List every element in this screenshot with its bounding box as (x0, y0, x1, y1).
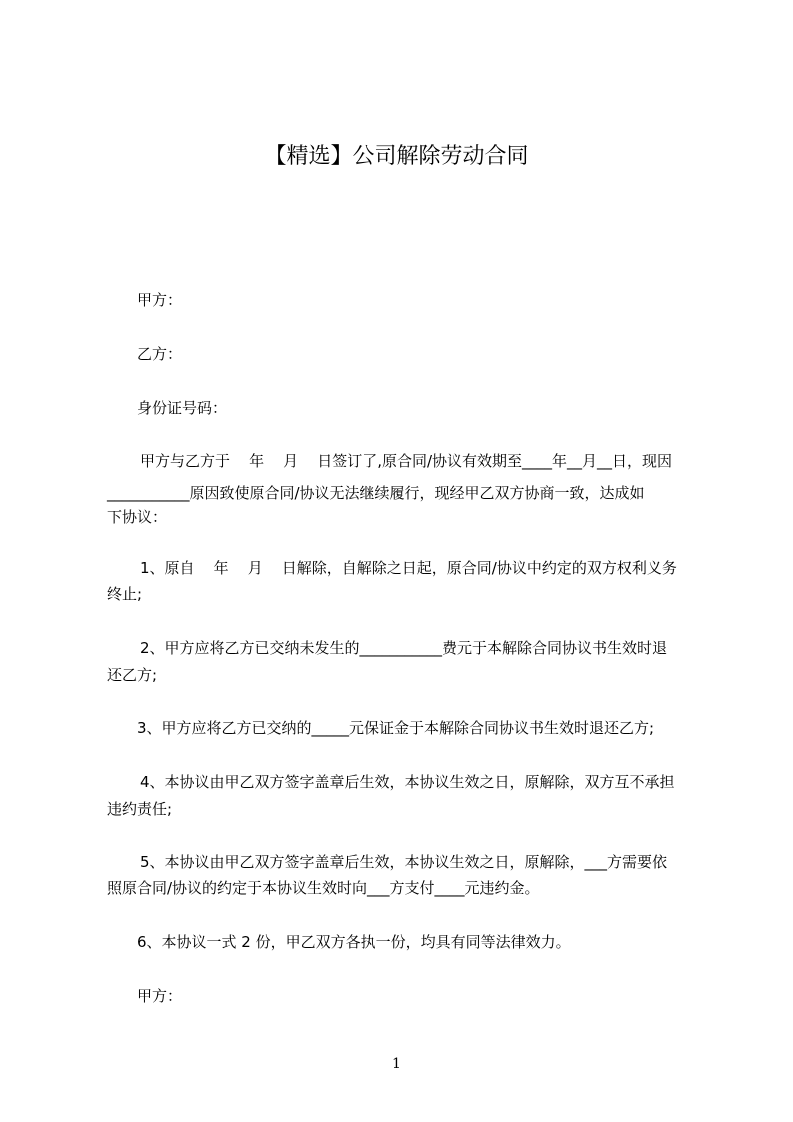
clause-2-line-2: 还乙方; (107, 666, 158, 684)
clause-2-line-1: 2、甲方应将乙方已交纳未发生的___________费元于本解除合同协议书生效时退 (140, 639, 668, 657)
signature-party-a-label: 甲方： (137, 987, 183, 1005)
clause-1-line-2: 终止; (107, 585, 143, 603)
party-b-label: 乙方： (137, 345, 183, 363)
intro-line-1: 甲方与乙方于 年 月 日签订了,原合同/协议有效期至____年__月__日，现因 (140, 452, 673, 470)
id-number-label: 身份证号码： (137, 399, 228, 417)
intro-line-2: ___________原因致使原合同/协议无法继续履行，现经甲乙双方协商一致，达成如 (107, 484, 645, 502)
page-number: 1 (392, 1056, 401, 1072)
clause-3-line-1: 3、甲方应将乙方已交纳的_____元保证金于本解除合同协议书生效时退还乙方; (137, 719, 655, 737)
clause-4-line-2: 违约责任; (107, 800, 173, 818)
clause-4-line-1: 4、本协议由甲乙双方签字盖章后生效，本协议生效之日，原解除，双方互不承担 (140, 773, 675, 791)
clause-6-line-1: 6、本协议一式 2 份，甲乙双方各执一份，均具有同等法律效力。 (137, 933, 571, 951)
clause-5-line-1: 5、本协议由甲乙双方签字盖章后生效，本协议生效之日，原解除，___方需要依 (140, 853, 668, 871)
intro-line-3: 下协议： (107, 508, 168, 526)
clause-1-line-1: 1、原自 年 月 日解除，自解除之日起，原合同/协议中约定的双方权利义务 (140, 559, 677, 577)
party-a-label: 甲方： (137, 291, 183, 309)
document-title: 【精选】公司解除劳动合同 (264, 144, 529, 169)
clause-5-line-2: 照原合同/协议的约定于本协议生效时向___方支付____元违约金。 (107, 879, 540, 897)
